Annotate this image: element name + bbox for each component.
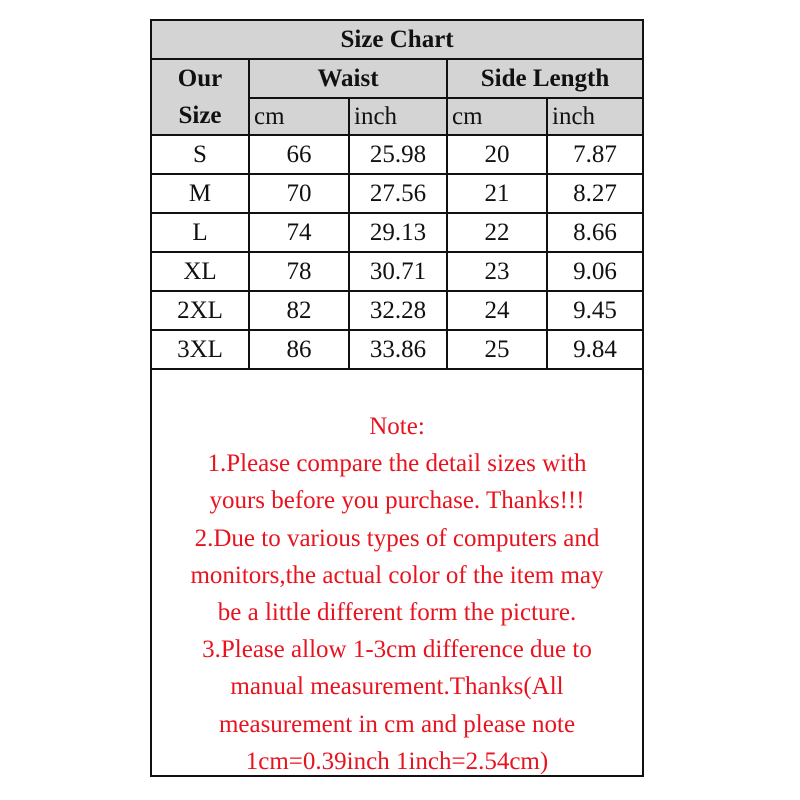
chart-title: Size Chart: [152, 21, 642, 59]
unit-header: cm: [249, 98, 349, 135]
size-chart: [150, 19, 644, 777]
waist-cm-cell: 78: [249, 252, 349, 291]
side-inch-cell: 9.84: [547, 330, 642, 369]
note-line: 2.Due to various types of computers and: [194, 524, 600, 552]
size-cell: 3XL: [152, 330, 249, 369]
table-row: [152, 252, 642, 291]
waist-inch-cell: 27.56: [349, 174, 447, 213]
waist-inch-cell: 30.71: [349, 252, 447, 291]
waist-inch-cell: 29.13: [349, 213, 447, 252]
size-cell: L: [152, 213, 249, 252]
note-line: monitors,the actual color of the item may: [190, 561, 604, 589]
size-header-line-1: Our: [177, 65, 223, 92]
waist-inch-cell: 25.98: [349, 135, 447, 174]
note-line: yours before you purchase. Thanks!!!: [209, 487, 585, 515]
note-line: measurement in cm and please note: [218, 710, 576, 738]
note-line: 1.Please compare the detail sizes with: [207, 450, 587, 478]
waist-cm-cell: 82: [249, 291, 349, 330]
side-inch-cell: 8.66: [547, 213, 642, 252]
note-heading: Note:: [369, 413, 425, 440]
side-cm-cell: 23: [447, 252, 547, 291]
side-cm-cell: 20: [447, 135, 547, 174]
waist-inch-cell: 33.86: [349, 330, 447, 369]
table-row: [152, 135, 642, 174]
note-line: 1cm=0.39inch 1inch=2.54cm): [245, 747, 549, 775]
table-row: [152, 174, 642, 213]
waist-cm-cell: 66: [249, 135, 349, 174]
table-row: [152, 330, 642, 369]
size-column-header: [152, 59, 249, 135]
note-line: 3.Please allow 1-3cm difference due to: [202, 636, 592, 664]
size-header-line-2: Size: [178, 102, 222, 129]
side-inch-cell: 9.06: [547, 252, 642, 291]
unit-header: cm: [447, 98, 547, 135]
side-cm-cell: 22: [447, 213, 547, 252]
side-length-group-header: Side Length: [447, 59, 642, 98]
size-cell: S: [152, 135, 249, 174]
waist-group-header: Waist: [249, 59, 447, 98]
waist-cm-cell: 74: [249, 213, 349, 252]
waist-inch-cell: 32.28: [349, 291, 447, 330]
size-cell: 2XL: [152, 291, 249, 330]
size-table: [152, 21, 642, 370]
table-row: [152, 291, 642, 330]
side-inch-cell: 9.45: [547, 291, 642, 330]
side-cm-cell: 24: [447, 291, 547, 330]
note-line: manual measurement.Thanks(All: [230, 673, 564, 701]
side-inch-cell: 8.27: [547, 174, 642, 213]
table-row: [152, 213, 642, 252]
waist-cm-cell: 70: [249, 174, 349, 213]
size-cell: XL: [152, 252, 249, 291]
unit-header: inch: [349, 98, 447, 135]
note-line: be a little different form the picture.: [217, 599, 577, 627]
unit-header: inch: [547, 98, 642, 135]
side-cm-cell: 21: [447, 174, 547, 213]
notes-section: [152, 371, 642, 780]
side-cm-cell: 25: [447, 330, 547, 369]
waist-cm-cell: 86: [249, 330, 349, 369]
size-cell: M: [152, 174, 249, 213]
side-inch-cell: 7.87: [547, 135, 642, 174]
